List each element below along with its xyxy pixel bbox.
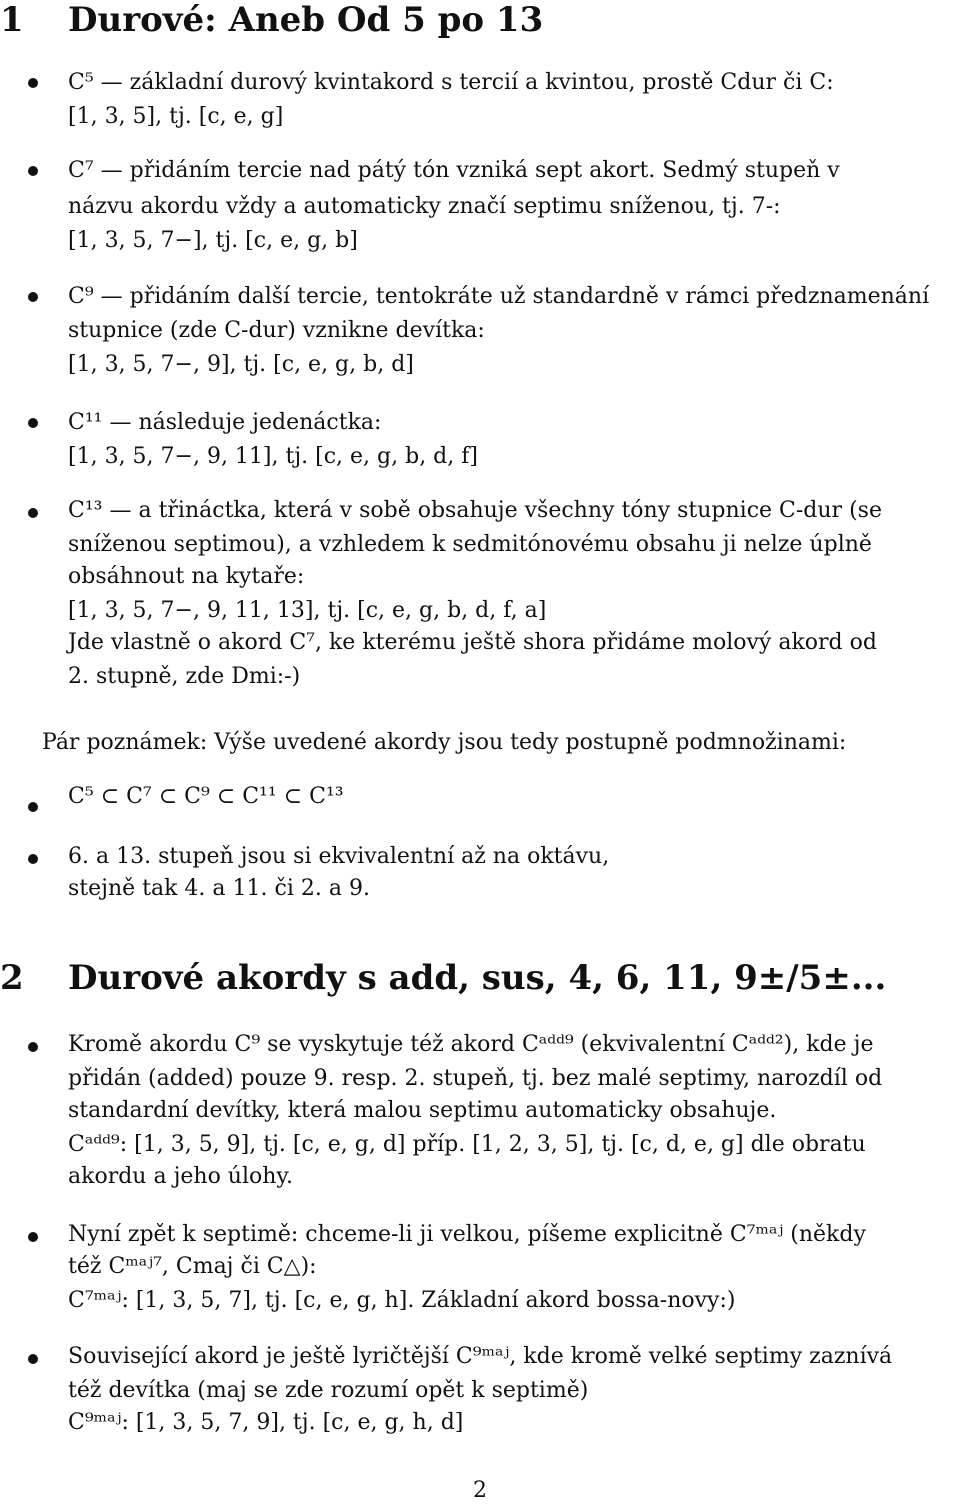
item-line: [1, 3, 5, 7−, 9, 11], tj. [c, e, g, b, d, f] (68, 444, 478, 469)
bullet-icon (28, 1232, 38, 1242)
item-line: akordu a jeho úlohy. (68, 1164, 293, 1189)
item-line: stejně tak 4. a 11. či 2. a 9. (68, 876, 370, 901)
section-2-number: 2 (0, 958, 24, 998)
item-line: [1, 3, 5, 7−, 9], tj. [c, e, g, b, d] (68, 352, 414, 377)
bullet-icon (28, 418, 38, 428)
item-line: C¹³ — a třináctka, která v sobě obsahuje všechny tóny stupnice C-dur (se (68, 498, 882, 523)
item-line: Cᵃᵈᵈ⁹: [1, 3, 5, 9], tj. [c, e, g, d] příp. [1, 2, 3, 5], tj. [c, d, e, g] dle obratu (68, 1132, 866, 1157)
item-line: Kromě akordu C⁹ se vyskytuje též akord Cᵃᵈᵈ⁹ (ekvivalentní Cᵃᵈᵈ²), kde je (68, 1032, 874, 1057)
item-line: [1, 3, 5], tj. [c, e, g] (68, 104, 284, 129)
item-line: C⁹ — přidáním další tercie, tentokráte už standardně v rámci předznamenání (68, 284, 930, 309)
item-line: C⁷ᵐᵃʲ: [1, 3, 5, 7], tj. [c, e, g, h]. Základní akord bossa-novy:) (68, 1288, 736, 1313)
item-line: též devítka (maj se zde rozumí opět k septimě) (68, 1378, 589, 1403)
item-line: C⁹ᵐᵃʲ: [1, 3, 5, 7, 9], tj. [c, e, g, h, d] (68, 1410, 464, 1435)
section-1-number: 1 (0, 0, 24, 40)
bullet-icon (28, 166, 38, 176)
section-1-heading (0, 0, 543, 40)
section-2-title: Durové akordy s add, sus, 4, 6, 11, 9±/5±... (68, 958, 887, 998)
item-line: C⁵ — základní durový kvintakord s tercií a kvintou, prostě Cdur či C: (68, 70, 834, 95)
item-line: Jde vlastně o akord C⁷, ke kterému ještě shora přidáme molový akord od (68, 630, 877, 655)
item-line: 2. stupně, zde Dmi:-) (68, 664, 301, 689)
item-line: sníženou septimou), a vzhledem k sedmitónovému obsahu ji nelze úplně (68, 532, 872, 557)
note-paragraph: Pár poznámek: Výše uvedené akordy jsou tedy postupně podmnožinami: (42, 730, 847, 755)
item-line: stupnice (zde C-dur) vznikne devítka: (68, 318, 485, 343)
bullet-icon (28, 1354, 38, 1364)
section-1-title: Durové: Aneb Od 5 po 13 (68, 0, 544, 40)
item-line: přidán (added) pouze 9. resp. 2. stupeň, tj. bez malé septimy, narozdíl od (68, 1066, 883, 1091)
section-2-heading (0, 958, 886, 998)
item-line: C⁷ — přidáním tercie nad pátý tón vzniká sept akort. Sedmý stupeň v (68, 158, 840, 183)
bullet-icon (28, 78, 38, 88)
item-line: též Cᵐᵃʲ⁷, Cmaj či C△): (68, 1254, 317, 1279)
item-line: názvu akordu vždy a automaticky značí septimu sníženou, tj. 7-: (68, 194, 781, 219)
item-line: Nyní zpět k septimě: chceme-li ji velkou, píšeme explicitně C⁷ᵐᵃʲ (někdy (68, 1222, 866, 1247)
bullet-icon (28, 802, 38, 812)
bullet-icon (28, 508, 38, 518)
item-line: [1, 3, 5, 7−, 9, 11, 13], tj. [c, e, g, b, d, f, a] (68, 598, 547, 623)
item-line: C¹¹ — následuje jedenáctka: (68, 410, 382, 435)
item-line: 6. a 13. stupeň jsou si ekvivalentní až na oktávu, (68, 844, 610, 869)
item-line: Související akord je ještě lyričtější C⁹ᵐᵃʲ, kde kromě velké septimy zaznívá (68, 1344, 893, 1369)
item-line: standardní devítky, která malou septimu automaticky obsahuje. (68, 1098, 777, 1123)
page-number: 2 (473, 1478, 487, 1503)
item-line: [1, 3, 5, 7−], tj. [c, e, g, b] (68, 228, 358, 253)
subset-chain: C⁵ ⊂ C⁷ ⊂ C⁹ ⊂ C¹¹ ⊂ C¹³ (68, 784, 344, 809)
item-line: obsáhnout na kytaře: (68, 564, 305, 589)
bullet-icon (28, 1042, 38, 1052)
bullet-icon (28, 854, 38, 864)
bullet-icon (28, 292, 38, 302)
